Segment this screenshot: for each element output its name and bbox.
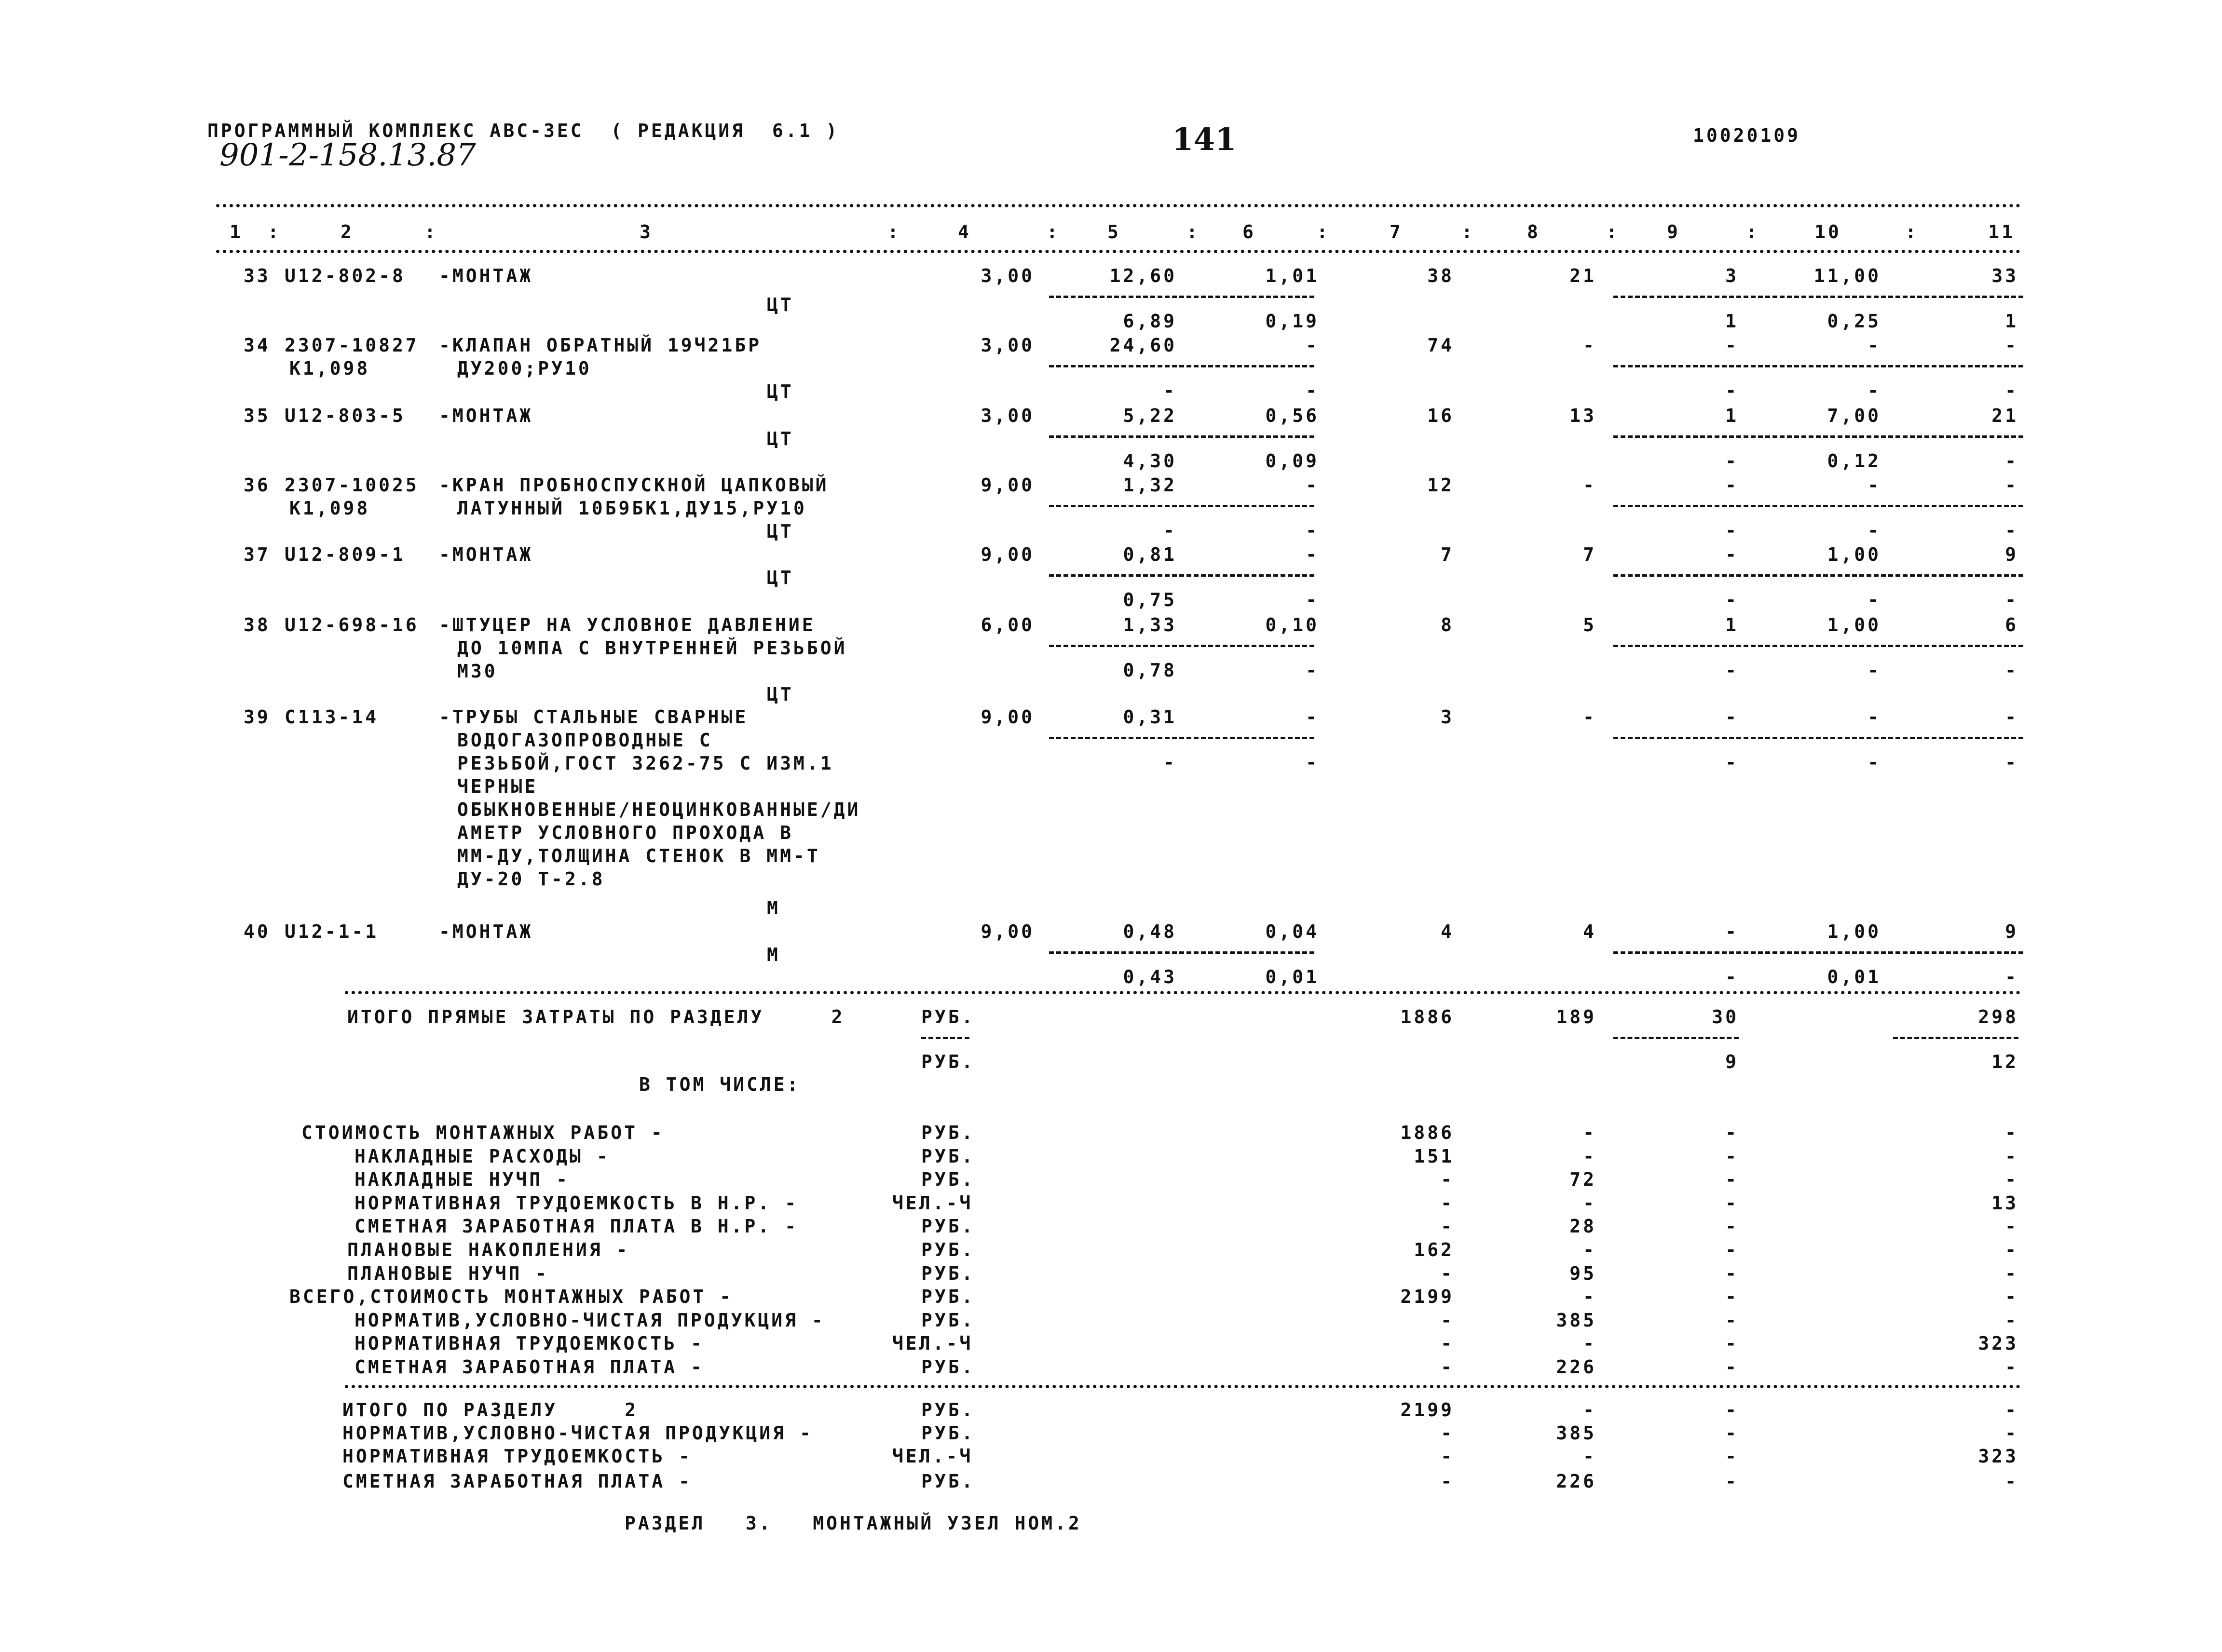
breakdown-c8: 28 [1569, 1216, 1596, 1237]
row-subline-9-11 [1613, 365, 2023, 367]
breakdown-unit: ЧЕЛ.-Ч [892, 1333, 973, 1354]
cell-c11: 21 [1991, 405, 2018, 426]
row-subline-5-6 [1049, 737, 1314, 739]
row-number: 37 [244, 544, 271, 565]
breakdown-c7: - [1441, 1216, 1454, 1237]
row-number: 34 [244, 335, 271, 356]
cell-c5: 24,60 [1109, 335, 1177, 356]
cell-c9b: - [1725, 450, 1739, 472]
row-subline-9-11 [1613, 737, 2023, 739]
row-unit: ЦТ [767, 294, 794, 315]
total-subline-c11 [1893, 1037, 2018, 1039]
cell-c10: 1,00 [1827, 544, 1881, 565]
cell-c11b: - [2005, 380, 2018, 401]
row-unit: ЦТ [767, 428, 794, 449]
cell-c8: 7 [1583, 544, 1596, 565]
cell-c5b: - [1163, 380, 1177, 401]
cell-c10: 7,00 [1827, 405, 1881, 426]
total-direct-c7: 1886 [1400, 1006, 1454, 1028]
row-description: -МОНТАЖ [439, 265, 533, 286]
total-direct-unit: РУБ. [921, 1006, 975, 1028]
cell-c9b: - [1725, 660, 1739, 681]
breakdown-unit: ЧЕЛ.-Ч [892, 1192, 973, 1214]
cell-c5b: - [1163, 752, 1177, 773]
row-description: ДУ-20 Т-2.8 [457, 868, 605, 890]
cell-c11: 9 [2005, 921, 2018, 942]
cell-c8: - [1583, 335, 1596, 356]
section-total-label: НОРМАТИВНАЯ ТРУДОЕМКОСТЬ - [342, 1446, 692, 1467]
row-description: -МОНТАЖ [439, 921, 533, 942]
including-label: В ТОМ ЧИСЛЕ: [639, 1074, 801, 1095]
row-description: ВОДОГАЗОПРОВОДНЫЕ С [457, 730, 713, 751]
cell-c9: 1 [1725, 614, 1739, 636]
section-total-c11: - [2005, 1399, 2018, 1421]
section-total-c9: - [1725, 1422, 1739, 1444]
total-subline-c9 [1613, 1037, 1739, 1039]
cell-c11b: - [2005, 589, 2018, 610]
row-code: U12-802-8 [285, 265, 406, 286]
breakdown-c9: - [1725, 1169, 1739, 1190]
breakdown-unit: РУБ. [921, 1216, 975, 1237]
section-total-c11: - [2005, 1422, 2018, 1444]
cell-c6b: - [1306, 520, 1319, 541]
row-quantity: 3,00 [981, 335, 1035, 356]
total-direct-c8: 189 [1556, 1006, 1596, 1028]
breakdown-unit: РУБ. [921, 1286, 975, 1307]
breakdown-c9: - [1725, 1122, 1739, 1143]
cell-c5: 1,32 [1123, 474, 1177, 496]
row-number: 38 [244, 614, 271, 636]
cell-c10b: - [1868, 752, 1881, 773]
breakdown-label: СТОИМОСТЬ МОНТАЖНЫХ РАБОТ - [301, 1122, 665, 1143]
cell-c11b: 1 [2005, 311, 2018, 332]
breakdown-c8: - [1583, 1239, 1596, 1260]
column-header-3: 3 [640, 221, 653, 243]
row-description: -МОНТАЖ [439, 405, 533, 426]
cell-c6b: - [1306, 752, 1319, 773]
total-subline-unit [921, 1037, 969, 1039]
row-description: ОБЫКНОВЕННЫЕ/НЕОЦИНКОВАННЫЕ/ДИ [457, 799, 861, 820]
row-description: -МОНТАЖ [439, 544, 533, 565]
breakdown-c8: 226 [1556, 1356, 1596, 1378]
cell-c9b: 1 [1725, 311, 1739, 332]
row-unit: ЦТ [767, 567, 794, 588]
breakdown-unit: РУБ. [921, 1263, 975, 1284]
cell-c7: 4 [1441, 921, 1454, 942]
breakdown-c7: 151 [1414, 1146, 1454, 1167]
row-quantity: 9,00 [981, 706, 1035, 728]
breakdown-c8: 95 [1569, 1263, 1596, 1284]
column-header-10: 10 [1814, 221, 1841, 243]
breakdown-c7: - [1441, 1169, 1454, 1190]
column-separator: : [1047, 221, 1060, 243]
cell-c5: 0,48 [1123, 921, 1177, 942]
column-header-11: 11 [1988, 221, 2015, 243]
cell-c5b: 0,78 [1123, 660, 1177, 681]
breakdown-label: НАКЛАДНЫЕ РАСХОДЫ - [354, 1146, 610, 1167]
column-separator: : [1186, 221, 1200, 243]
breakdown-c7: 162 [1414, 1239, 1454, 1260]
cell-c10b: - [1868, 520, 1881, 541]
row-code: U12-803-5 [285, 405, 406, 426]
breakdown-label: НАКЛАДНЫЕ НУЧП - [354, 1169, 570, 1190]
header-rule-top [216, 204, 2021, 207]
cell-c7: 12 [1427, 474, 1454, 496]
cell-c7: 7 [1441, 544, 1454, 565]
column-header-9: 9 [1667, 221, 1680, 243]
total-direct-label: ИТОГО ПРЯМЫЕ ЗАТРАТЫ ПО РАЗДЕЛУ 2 [347, 1006, 845, 1028]
cell-c10: - [1868, 474, 1881, 496]
breakdown-c8: - [1583, 1286, 1596, 1307]
row-subline-5-6 [1049, 296, 1314, 298]
cell-c6b: 0,19 [1265, 311, 1319, 332]
section-total-unit: ЧЕЛ.-Ч [892, 1446, 973, 1467]
column-header-2: 2 [341, 221, 354, 243]
section-total-label: СМЕТНАЯ ЗАРАБОТНАЯ ПЛАТА - [342, 1471, 692, 1492]
section-footer: РАЗДЕЛ 3. МОНТАЖНЫЙ УЗЕЛ НОМ.2 [625, 1513, 1082, 1534]
cell-c9: - [1725, 921, 1739, 942]
breakdown-c7: - [1441, 1263, 1454, 1284]
breakdown-c8: 72 [1569, 1169, 1596, 1190]
row-description: М30 [457, 661, 498, 682]
cell-c6: - [1306, 335, 1319, 356]
breakdown-label: ПЛАНОВЫЕ НАКОПЛЕНИЯ - [347, 1239, 630, 1260]
total-direct2-c9: 9 [1725, 1051, 1739, 1072]
cell-c10: 1,00 [1827, 614, 1881, 636]
row-subline-5-6 [1049, 645, 1314, 647]
cell-c7: 3 [1441, 706, 1454, 728]
breakdown-c8: 385 [1556, 1310, 1596, 1331]
breakdown-label: ПЛАНОВЫЕ НУЧП - [347, 1263, 549, 1284]
cell-c10b: - [1868, 380, 1881, 401]
breakdown-c7: 2199 [1400, 1286, 1454, 1307]
cell-c6: 1,01 [1265, 265, 1319, 286]
row-quantity: 9,00 [981, 921, 1035, 942]
breakdown-c9: - [1725, 1286, 1739, 1307]
cell-c9b: - [1725, 752, 1739, 773]
cell-c10b: 0,01 [1827, 966, 1881, 988]
page-number: 141 [1172, 122, 1237, 158]
column-separator: : [1461, 221, 1475, 243]
section-total-c7: - [1441, 1471, 1454, 1492]
cell-c6b: - [1306, 589, 1319, 610]
column-header-4: 4 [958, 221, 971, 243]
row-subline-9-11 [1613, 505, 2023, 507]
breakdown-c11: - [2005, 1216, 2018, 1237]
row-code: 2307-10827 [285, 335, 419, 356]
header-rule-bottom [216, 250, 2021, 253]
section-total-label: ИТОГО ПО РАЗДЕЛУ 2 [342, 1399, 639, 1421]
section-total-label: НОРМАТИВ,УСЛОВНО-ЧИСТАЯ ПРОДУКЦИЯ - [342, 1422, 813, 1444]
cell-c5b: 4,30 [1123, 450, 1177, 472]
total-direct-c9: 30 [1712, 1006, 1739, 1028]
column-separator: : [424, 221, 438, 243]
breakdown-c9: - [1725, 1310, 1739, 1331]
row-description: АМЕТР УСЛОВНОГО ПРОХОДА В [457, 822, 793, 843]
section-total-unit: РУБ. [921, 1471, 975, 1492]
total-direct2-c11: 12 [1991, 1051, 2018, 1072]
breakdown-label: СМЕТНАЯ ЗАРАБОТНАЯ ПЛАТА В Н.Р. - [354, 1216, 798, 1237]
row-code: U12-809-1 [285, 544, 406, 565]
cell-c10b: - [1868, 589, 1881, 610]
breakdown-c7: - [1441, 1333, 1454, 1354]
row-subline-9-11 [1613, 435, 2023, 438]
row-description: -КРАН ПРОБНОСПУСКНОЙ ЦАПКОВЫЙ [439, 474, 829, 496]
section-total-c11: - [2005, 1471, 2018, 1492]
cell-c11: 6 [2005, 614, 2018, 636]
column-separator: : [268, 221, 281, 243]
row-subline-9-11 [1613, 951, 2023, 954]
breakdown-c11: - [2005, 1263, 2018, 1284]
program-header: ПРОГРАММНЫЙ КОМПЛЕКС АВС-3ЕС ( РЕДАКЦИЯ 6.1 ) [207, 120, 840, 141]
cell-c9b: - [1725, 520, 1739, 541]
cell-c7: 8 [1441, 614, 1454, 636]
row-description: -ШТУЦЕР НА УСЛОВНОЕ ДАВЛЕНИЕ [439, 614, 816, 636]
breakdown-unit: РУБ. [921, 1356, 975, 1378]
breakdown-c11: - [2005, 1146, 2018, 1167]
column-header-7: 7 [1390, 221, 1403, 243]
row-description: РЕЗЬБОЙ,ГОСТ 3262-75 С ИЗМ.1 [457, 753, 834, 774]
section-total-c7: - [1441, 1422, 1454, 1444]
column-separator: : [1606, 221, 1620, 243]
column-header-5: 5 [1107, 221, 1121, 243]
section-rule [345, 1385, 2021, 1388]
section-total-c11: 323 [1978, 1446, 2018, 1467]
breakdown-c9: - [1725, 1146, 1739, 1167]
cell-c11b: - [2005, 752, 2018, 773]
cell-c6: 0,10 [1265, 614, 1319, 636]
row-number: 39 [244, 706, 271, 728]
breakdown-unit: РУБ. [921, 1310, 975, 1331]
row-description: ДУ200;РУ10 [457, 358, 592, 379]
cell-c8: - [1583, 706, 1596, 728]
cell-c5: 5,22 [1123, 405, 1177, 426]
row-description: ЧЕРНЫЕ [457, 776, 538, 797]
breakdown-unit: РУБ. [921, 1239, 975, 1260]
cell-c11b: - [2005, 966, 2018, 988]
row-description: ЛАТУННЫЙ 10Б9БК1,ДУ15,РУ10 [457, 498, 807, 519]
cell-c7: 38 [1427, 265, 1454, 286]
row-quantity: 3,00 [981, 265, 1035, 286]
section-total-c9: - [1725, 1399, 1739, 1421]
cell-c8: 5 [1583, 614, 1596, 636]
breakdown-unit: РУБ. [921, 1146, 975, 1167]
breakdown-label: НОРМАТИВНАЯ ТРУДОЕМКОСТЬ В Н.Р. - [354, 1192, 798, 1214]
section-total-unit: РУБ. [921, 1399, 975, 1421]
cell-c6b: - [1306, 660, 1319, 681]
breakdown-c11: - [2005, 1122, 2018, 1143]
breakdown-label: СМЕТНАЯ ЗАРАБОТНАЯ ПЛАТА - [354, 1356, 704, 1378]
breakdown-c9: - [1725, 1356, 1739, 1378]
cell-c11b: - [2005, 520, 2018, 541]
row-subline-9-11 [1613, 574, 2023, 577]
cell-c5b: - [1163, 520, 1177, 541]
row-code: С113-14 [285, 706, 379, 728]
cell-c9: - [1725, 335, 1739, 356]
cell-c5b: 0,75 [1123, 589, 1177, 610]
breakdown-c7: - [1441, 1310, 1454, 1331]
section-total-c8: 226 [1556, 1471, 1596, 1492]
cell-c5: 12,60 [1109, 265, 1177, 286]
cell-c10: - [1868, 335, 1881, 356]
cell-c11: - [2005, 474, 2018, 496]
cell-c11b: - [2005, 660, 2018, 681]
row-description: -КЛАПАН ОБРАТНЫЙ 19Ч21БР [439, 335, 762, 356]
cell-c10b: - [1868, 660, 1881, 681]
row-subline-5-6 [1049, 574, 1314, 577]
breakdown-c8: - [1583, 1333, 1596, 1354]
section-total-c7: - [1441, 1446, 1454, 1467]
cell-c5b: 0,43 [1123, 966, 1177, 988]
breakdown-c9: - [1725, 1333, 1739, 1354]
breakdown-c11: 13 [1991, 1192, 2018, 1214]
cell-c9: - [1725, 474, 1739, 496]
cell-c6: - [1306, 474, 1319, 496]
cell-c11: 9 [2005, 544, 2018, 565]
breakdown-c8: - [1583, 1192, 1596, 1214]
row-number: 35 [244, 405, 271, 426]
column-header-1: 1 [230, 221, 243, 243]
cell-c6: - [1306, 544, 1319, 565]
breakdown-c11: - [2005, 1356, 2018, 1378]
breakdown-c7: - [1441, 1356, 1454, 1378]
row-subline-5-6 [1049, 365, 1314, 367]
cell-c10: - [1868, 706, 1881, 728]
breakdown-c8: - [1583, 1146, 1596, 1167]
breakdown-label: ВСЕГО,СТОИМОСТЬ МОНТАЖНЫХ РАБОТ - [289, 1286, 733, 1307]
cell-c9: - [1725, 544, 1739, 565]
breakdown-c7: - [1441, 1192, 1454, 1214]
section-total-c9: - [1725, 1471, 1739, 1492]
column-separator: : [1746, 221, 1759, 243]
cell-c11: 33 [1991, 265, 2018, 286]
breakdown-c9: - [1725, 1216, 1739, 1237]
cell-c6b: 0,09 [1265, 450, 1319, 472]
breakdown-unit: РУБ. [921, 1169, 975, 1190]
breakdown-c9: - [1725, 1239, 1739, 1260]
row-unit: ЦТ [767, 521, 794, 542]
cell-c9: 1 [1725, 405, 1739, 426]
section-total-c8: 385 [1556, 1422, 1596, 1444]
row-quantity: 6,00 [981, 614, 1035, 636]
column-separator: : [1905, 221, 1919, 243]
cell-c10b: 0,12 [1827, 450, 1881, 472]
row-subline-9-11 [1613, 296, 2023, 298]
row-description: ММ-ДУ,ТОЛЩИНА СТЕНОК В ММ-Т [457, 845, 820, 867]
row-subline-5-6 [1049, 435, 1314, 438]
row-unit: М [767, 897, 780, 919]
document-code: 10020109 [1693, 125, 1801, 146]
section-total-c7: 2199 [1400, 1399, 1454, 1421]
row-description: ДО 10МПА С ВНУТРЕННЕЙ РЕЗЬБОЙ [457, 637, 847, 659]
row-unit: М [767, 944, 780, 965]
cell-c6b: - [1306, 380, 1319, 401]
breakdown-unit: РУБ. [921, 1122, 975, 1143]
cell-c7: 16 [1427, 405, 1454, 426]
row-description: -ТРУБЫ СТАЛЬНЫЕ СВАРНЫЕ [439, 706, 749, 728]
column-separator: : [887, 221, 901, 243]
breakdown-c9: - [1725, 1192, 1739, 1214]
cell-c8: - [1583, 474, 1596, 496]
row-unit: ЦТ [767, 381, 794, 402]
cell-c6b: 0,01 [1265, 966, 1319, 988]
row-code: U12-1-1 [285, 921, 379, 942]
section-total-c8: - [1583, 1399, 1596, 1421]
cell-c9: - [1725, 706, 1739, 728]
cell-c6: - [1306, 706, 1319, 728]
cell-c8: 4 [1583, 921, 1596, 942]
row-number: 33 [244, 265, 271, 286]
breakdown-c11: - [2005, 1286, 2018, 1307]
row-code-coefficient: К1,098 [289, 358, 370, 379]
cell-c9b: - [1725, 966, 1739, 988]
breakdown-c7: 1886 [1400, 1122, 1454, 1143]
breakdown-c11: - [2005, 1169, 2018, 1190]
breakdown-c11: - [2005, 1239, 2018, 1260]
section-total-c9: - [1725, 1446, 1739, 1467]
cell-c10b: 0,25 [1827, 311, 1881, 332]
cell-c6: 0,56 [1265, 405, 1319, 426]
cell-c7: 74 [1427, 335, 1454, 356]
row-number: 36 [244, 474, 271, 496]
cell-c6: 0,04 [1265, 921, 1319, 942]
cell-c5: 1,33 [1123, 614, 1177, 636]
column-header-6: 6 [1242, 221, 1256, 243]
row-subline-5-6 [1049, 505, 1314, 507]
row-quantity: 9,00 [981, 544, 1035, 565]
section-total-unit: РУБ. [921, 1422, 975, 1444]
row-quantity: 3,00 [981, 405, 1035, 426]
cell-c9b: - [1725, 589, 1739, 610]
cell-c5: 0,31 [1123, 706, 1177, 728]
row-number: 40 [244, 921, 271, 942]
column-separator: : [1317, 221, 1330, 243]
cell-c11b: - [2005, 450, 2018, 472]
total-direct-c11: 298 [1978, 1006, 2018, 1028]
cell-c10: 11,00 [1813, 265, 1881, 286]
cell-c11: - [2005, 706, 2018, 728]
row-code: 2307-10025 [285, 474, 419, 496]
breakdown-c9: - [1725, 1263, 1739, 1284]
cell-c9b: - [1725, 380, 1739, 401]
row-quantity: 9,00 [981, 474, 1035, 496]
breakdown-label: НОРМАТИВНАЯ ТРУДОЕМКОСТЬ - [354, 1333, 704, 1354]
row-unit: ЦТ [767, 684, 794, 705]
column-header-8: 8 [1527, 221, 1540, 243]
row-subline-5-6 [1049, 951, 1314, 954]
breakdown-c11: - [2005, 1310, 2018, 1331]
breakdown-label: НОРМАТИВ,УСЛОВНО-ЧИСТАЯ ПРОДУКЦИЯ - [354, 1310, 825, 1331]
row-code: U12-698-16 [285, 614, 419, 636]
cell-c9: 3 [1725, 265, 1739, 286]
section-total-c8: - [1583, 1446, 1596, 1467]
row-subline-9-11 [1613, 645, 2023, 647]
row-code-coefficient: К1,098 [289, 498, 370, 519]
breakdown-c11: 323 [1978, 1333, 2018, 1354]
handwritten-doc-number: 901-2-158.13.87 [219, 137, 476, 173]
cell-c10: 1,00 [1827, 921, 1881, 942]
cell-c8: 13 [1569, 405, 1596, 426]
totals-rule [345, 991, 2021, 994]
cell-c5: 0,81 [1123, 544, 1177, 565]
cell-c5b: 6,89 [1123, 311, 1177, 332]
cell-c8: 21 [1569, 265, 1596, 286]
total-direct2-unit: РУБ. [921, 1051, 975, 1072]
breakdown-c8: - [1583, 1122, 1596, 1143]
cell-c11: - [2005, 335, 2018, 356]
